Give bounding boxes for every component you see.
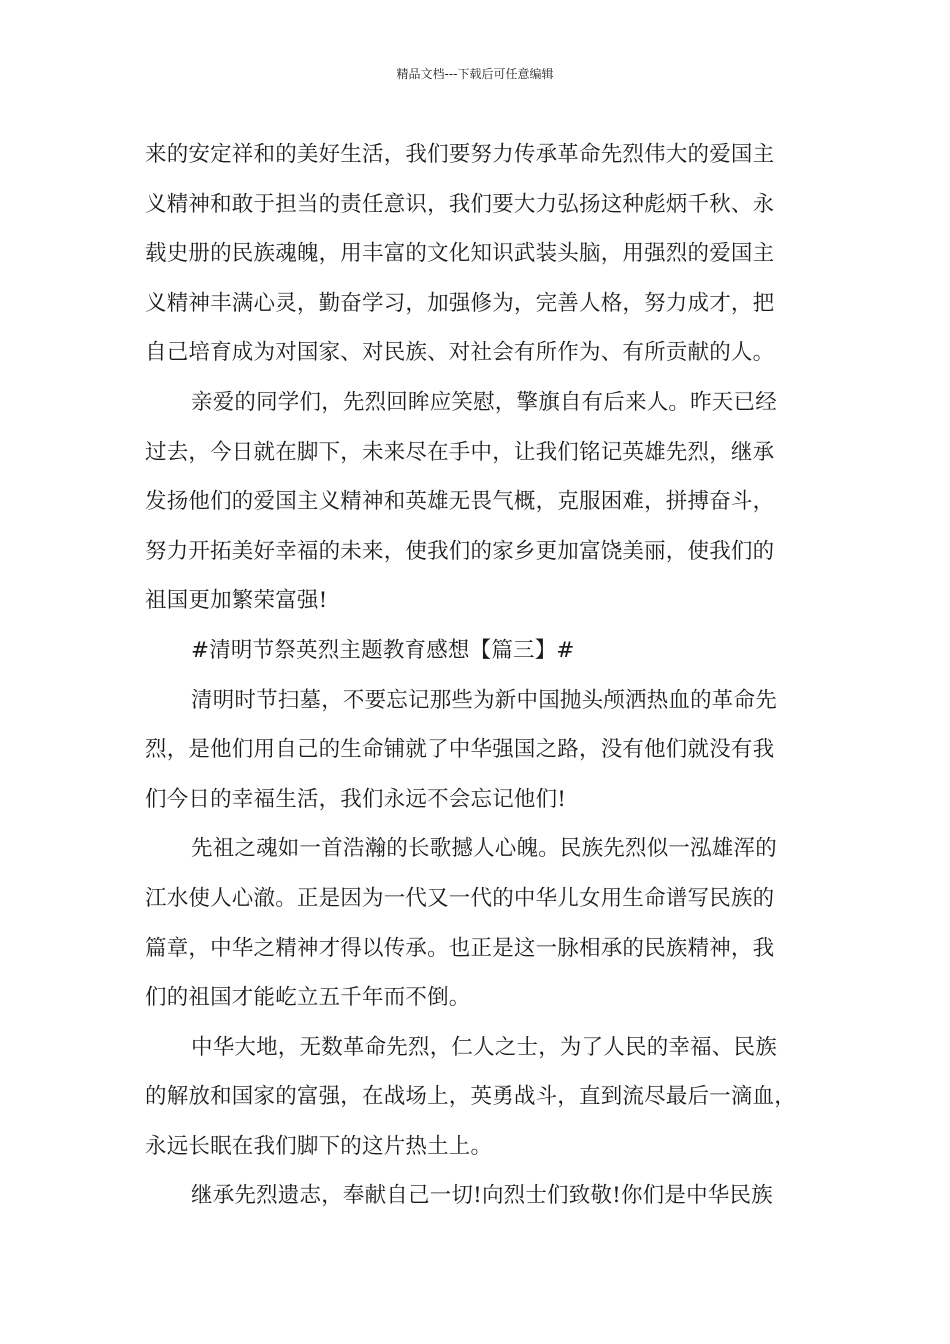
text-line: 烈，是他们用自己的生命铺就了中华强国之路，没有他们就没有我 bbox=[145, 737, 775, 763]
text-line: 篇章，中华之精神才得以传承。也正是这一脉相承的民族精神，我 bbox=[145, 935, 775, 961]
text-line: 义精神丰满心灵，勤奋学习，加强修为，完善人格，努力成才，把 bbox=[145, 290, 775, 316]
text-line: 载史册的民族魂魄，用丰富的文化知识武装头脑，用强烈的爱国主 bbox=[145, 241, 775, 267]
text-line: 自己培育成为对国家、对民族、对社会有所作为、有所贡献的人。 bbox=[145, 340, 775, 366]
text-line: 来的安定祥和的美好生活，我们要努力传承革命先烈伟大的爱国主 bbox=[145, 142, 775, 167]
text-line: 义精神和敢于担当的责任意识，我们要大力弘扬这种彪炳千秋、永 bbox=[145, 191, 775, 217]
text-line: 的解放和国家的富强，在战场上，英勇战斗，直到流尽最后一滴血， bbox=[145, 1084, 797, 1110]
text-line: 继承先烈遗志，奉献自己一切!向烈士们致敬!你们是中华民族 bbox=[191, 1183, 773, 1209]
document-body bbox=[145, 130, 805, 1221]
text-line: 过去，今日就在脚下，未来尽在手中，让我们铭记英雄先烈，继承 bbox=[145, 439, 775, 465]
text-line: 永远长眠在我们脚下的这片热土上。 bbox=[145, 1133, 493, 1159]
text-line: 亲爱的同学们，先烈回眸应笑慰，擎旗自有后来人。昨天已经 bbox=[191, 389, 777, 415]
page-header: 精品文档---下载后可任意编辑 bbox=[396, 67, 554, 81]
text-line: 先祖之魂如一首浩瀚的长歌撼人心魄。民族先烈似一泓雄浑的 bbox=[191, 836, 777, 862]
text-line: 们的祖国才能屹立五千年而不倒。 bbox=[145, 985, 471, 1011]
text-line: 祖国更加繁荣富强! bbox=[145, 588, 328, 614]
text-line: 江水使人心澈。正是因为一代又一代的中华儿女用生命谱写民族的 bbox=[145, 885, 775, 911]
text-line: 中华大地，无数革命先烈，仁人之士，为了人民的幸福、民族 bbox=[191, 1034, 777, 1060]
text-line: 清明时节扫墓，不要忘记那些为新中国抛头颅洒热血的革命先 bbox=[191, 687, 777, 713]
text-line: 发扬他们的爱国主义精神和英雄无畏气概，克服困难，拼搏奋斗， bbox=[145, 489, 775, 515]
text-line: 们今日的幸福生活，我们永远不会忘记他们! bbox=[145, 786, 567, 812]
section-heading: #清明节祭英烈主题教育感想【篇三】# bbox=[191, 637, 575, 663]
text-line: 努力开拓美好幸福的未来，使我们的家乡更加富饶美丽，使我们的 bbox=[145, 538, 775, 564]
